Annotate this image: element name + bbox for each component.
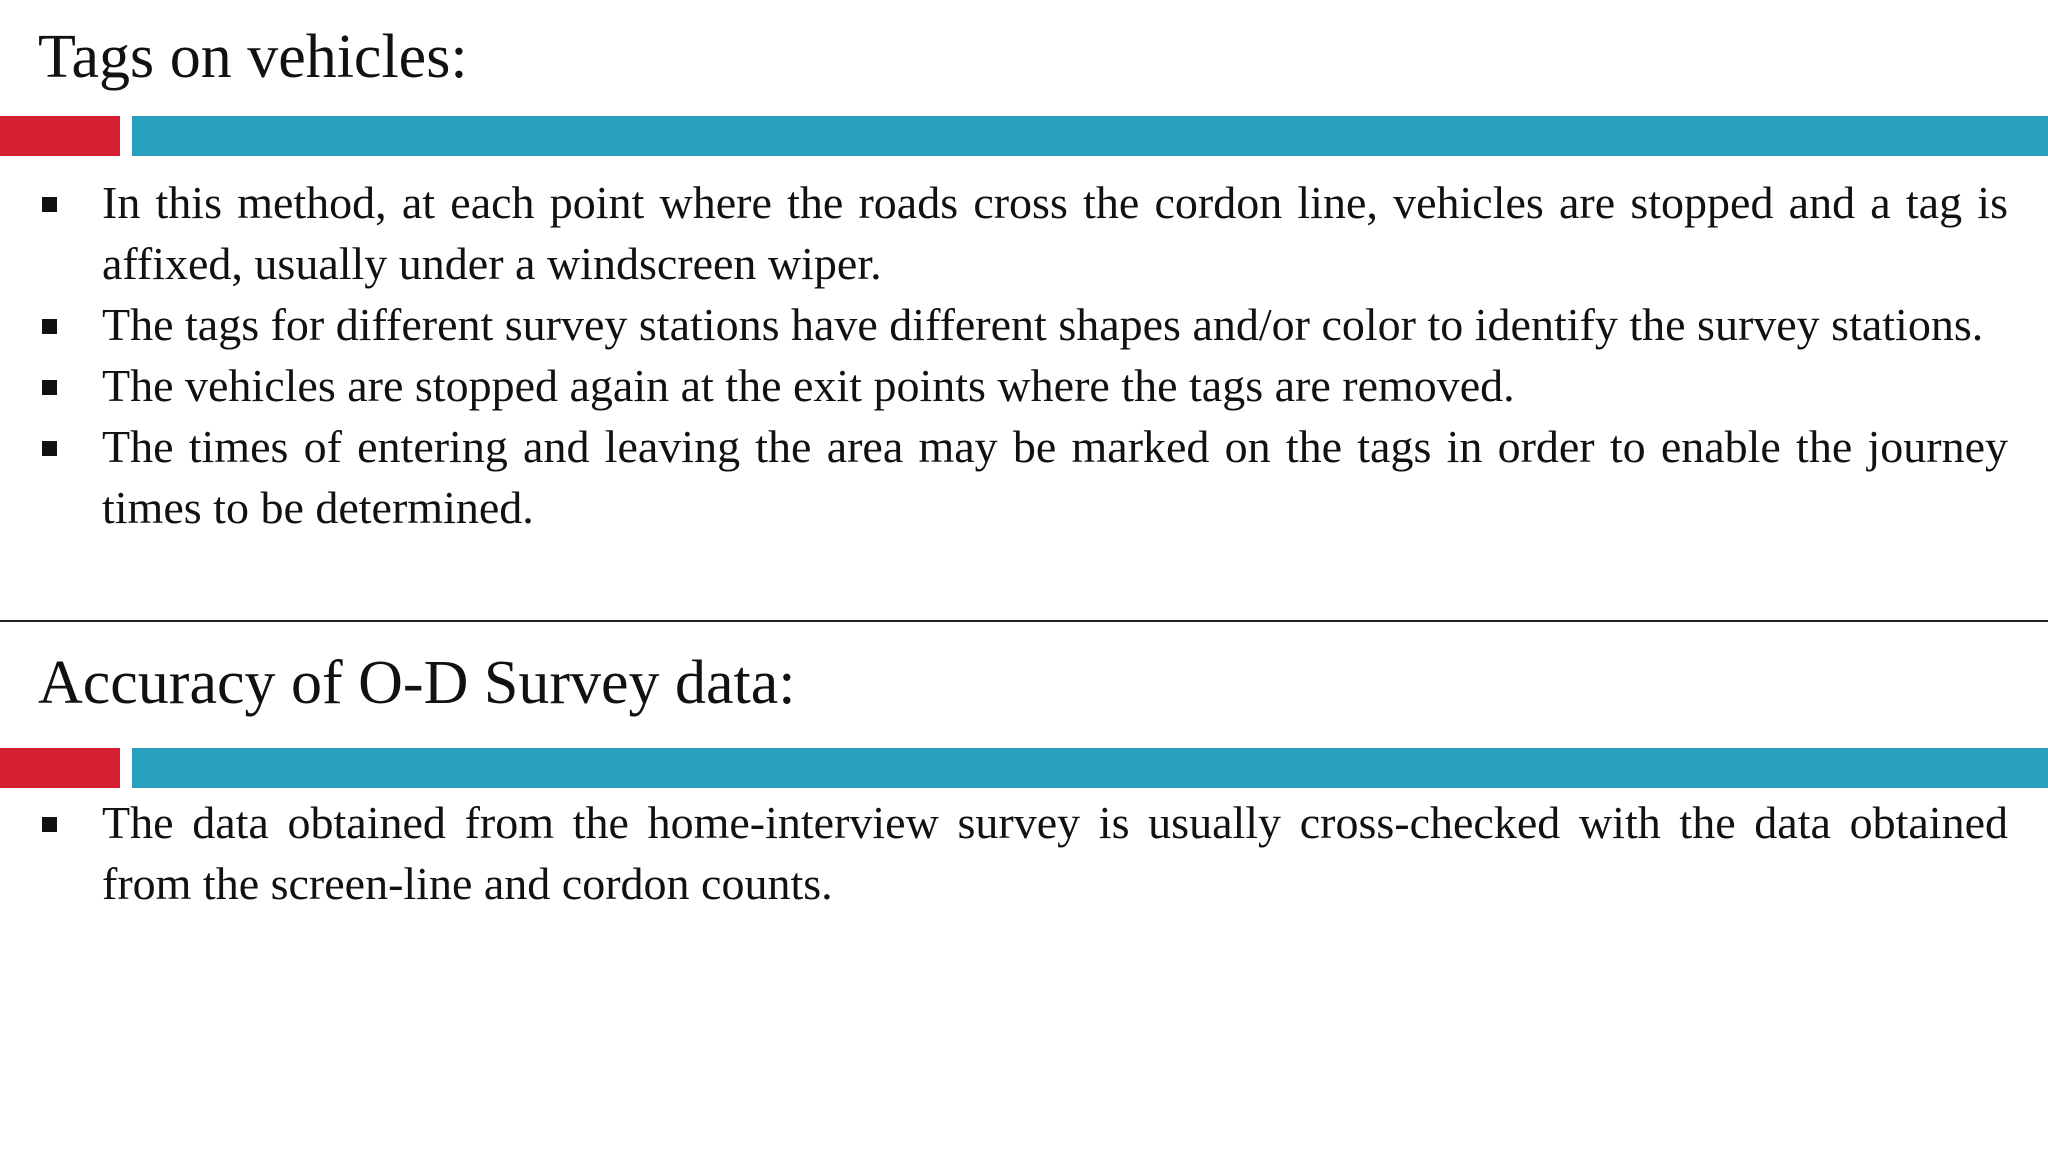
section-title: Accuracy of O-D Survey data: xyxy=(38,649,796,717)
bullet-text: The data obtained from the home-interview survey is usually cross-checked with the data obtained from the screen-line and cordon counts. xyxy=(102,797,2008,909)
bullet-item xyxy=(0,172,2048,294)
square-bullet-icon xyxy=(42,197,57,212)
bullet-list xyxy=(0,792,2048,914)
bullet-list xyxy=(0,172,2048,538)
section-accuracy-od-survey xyxy=(0,622,2048,1152)
square-bullet-icon xyxy=(42,441,57,456)
accent-bar-red-segment xyxy=(0,748,120,788)
title-accent-bar xyxy=(0,116,2048,156)
section-title: Tags on vehicles: xyxy=(38,23,468,91)
bullet-item xyxy=(0,792,2048,914)
bullet-text: The times of entering and leaving the area may be marked on the tags in order to enable the journey times to be determined. xyxy=(102,421,2008,533)
accent-bar-teal-segment xyxy=(132,748,2048,788)
accent-bar-teal-segment xyxy=(132,116,2048,156)
bullet-text: The tags for different survey stations have different shapes and/or color to identify the survey stations. xyxy=(102,299,1984,350)
bullet-item xyxy=(0,294,2048,355)
bullet-text: The vehicles are stopped again at the exit points where the tags are removed. xyxy=(102,360,1515,411)
square-bullet-icon xyxy=(42,380,57,395)
square-bullet-icon xyxy=(42,319,57,334)
accent-bar-red-segment xyxy=(0,116,120,156)
bullet-text: In this method, at each point where the roads cross the cordon line, vehicles are stopped and a tag is affixed, usually under a windscreen wiper. xyxy=(102,177,2008,289)
title-accent-bar xyxy=(0,748,2048,788)
square-bullet-icon xyxy=(42,817,57,832)
bullet-item xyxy=(0,416,2048,538)
bullet-item xyxy=(0,355,2048,416)
